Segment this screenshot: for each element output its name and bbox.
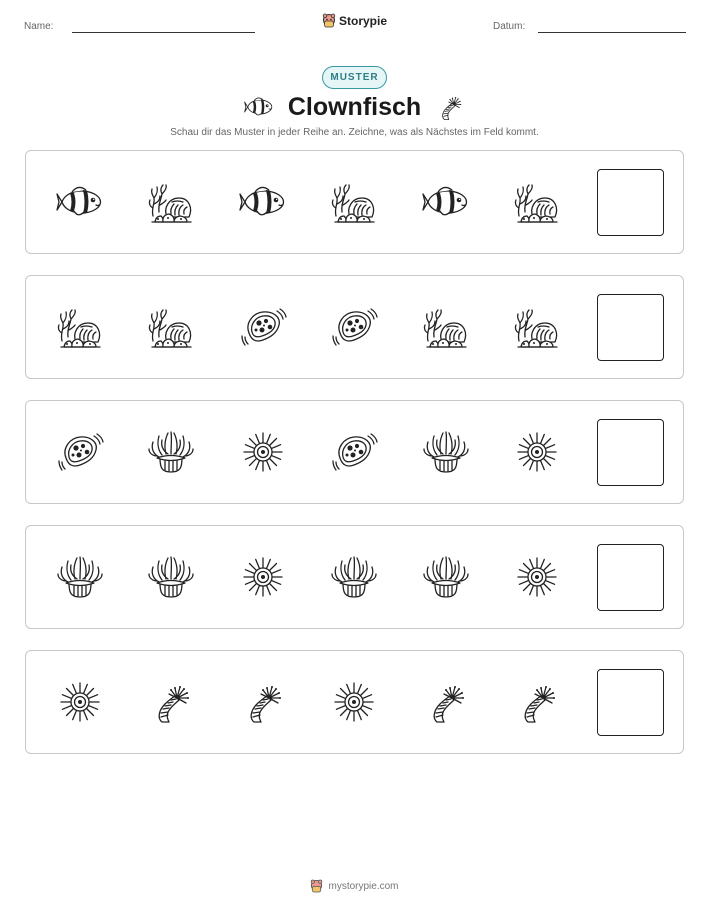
pattern-cell: [422, 303, 470, 351]
coral-icon: [56, 303, 104, 351]
coral-icon: [147, 178, 195, 226]
storypie-mascot-icon: [322, 13, 336, 28]
pattern-cell: [147, 303, 195, 351]
pattern-row: [25, 525, 684, 629]
pattern-row: [25, 650, 684, 754]
coral-icon: [422, 303, 470, 351]
sea-urchin-icon: [239, 428, 287, 476]
pattern-cell: [239, 178, 287, 226]
coral-icon: [147, 303, 195, 351]
page-title: Clownfisch: [287, 92, 422, 121]
pattern-cell: [147, 428, 195, 476]
pattern-row: [25, 275, 684, 379]
sponge-icon: [239, 303, 287, 351]
footer-url: mystorypie.com: [328, 880, 399, 892]
footer: [0, 879, 709, 893]
clownfish-icon: [239, 178, 287, 226]
pattern-cell: [330, 678, 378, 726]
pattern-cell: [513, 553, 561, 601]
pattern-cell: [330, 303, 378, 351]
anemone-icon: [422, 553, 470, 601]
tube-worm-icon: [147, 678, 195, 726]
instruction-text: Schau dir das Muster in jeder Reihe an. Zeichne, was als Nächstes im Feld kommt.: [170, 127, 539, 138]
tube-worm-icon: [513, 678, 561, 726]
pattern-cell: [147, 678, 195, 726]
date-label: Datum:: [493, 21, 526, 32]
pattern-cell: [56, 553, 104, 601]
sea-urchin-icon: [513, 428, 561, 476]
date-writing-line[interactable]: [538, 32, 686, 33]
storypie-mascot-icon: [310, 879, 323, 893]
pattern-cell: [56, 678, 104, 726]
anemone-icon: [330, 553, 378, 601]
pattern-cell: [422, 553, 470, 601]
sponge-icon: [330, 428, 378, 476]
sea-urchin-icon: [56, 678, 104, 726]
pattern-cell: [239, 678, 287, 726]
pattern-cell: [330, 553, 378, 601]
title-row: [0, 90, 709, 124]
answer-box[interactable]: [597, 544, 664, 611]
answer-box[interactable]: [597, 294, 664, 361]
sea-urchin-icon: [239, 553, 287, 601]
anemone-icon: [56, 553, 104, 601]
tube-worm-icon: [431, 92, 469, 122]
sponge-icon: [56, 428, 104, 476]
answer-box[interactable]: [597, 419, 664, 486]
brand-name: Storypie: [339, 13, 388, 28]
pattern-cell: [56, 303, 104, 351]
pattern-cell: [56, 428, 104, 476]
pattern-row: [25, 150, 684, 254]
clownfish-icon: [240, 92, 278, 122]
title-icon-left: [240, 92, 278, 122]
pattern-cell: [422, 178, 470, 226]
answer-box[interactable]: [597, 169, 664, 236]
pattern-cell: [513, 428, 561, 476]
pattern-cell: [422, 678, 470, 726]
pattern-cell: [513, 678, 561, 726]
category-badge: MUSTER: [322, 66, 387, 89]
anemone-icon: [422, 428, 470, 476]
pattern-cell: [239, 553, 287, 601]
coral-icon: [330, 178, 378, 226]
clownfish-icon: [56, 178, 104, 226]
sponge-icon: [330, 303, 378, 351]
name-writing-line[interactable]: [72, 32, 255, 33]
pattern-cell: [56, 178, 104, 226]
name-label: Name:: [24, 21, 54, 32]
pattern-cell: [330, 178, 378, 226]
pattern-cell: [239, 428, 287, 476]
tube-worm-icon: [422, 678, 470, 726]
tube-worm-icon: [239, 678, 287, 726]
pattern-cell: [330, 428, 378, 476]
pattern-cell: [239, 303, 287, 351]
pattern-cell: [147, 178, 195, 226]
clownfish-icon: [422, 178, 470, 226]
pattern-cell: [422, 428, 470, 476]
title-icon-right: [431, 92, 469, 122]
pattern-cell: [147, 553, 195, 601]
brand-logo: [322, 13, 387, 28]
anemone-icon: [147, 553, 195, 601]
pattern-row: [25, 400, 684, 504]
coral-icon: [513, 178, 561, 226]
pattern-cell: [513, 303, 561, 351]
sea-urchin-icon: [513, 553, 561, 601]
sea-urchin-icon: [330, 678, 378, 726]
coral-icon: [513, 303, 561, 351]
pattern-cell: [513, 178, 561, 226]
anemone-icon: [147, 428, 195, 476]
answer-box[interactable]: [597, 669, 664, 736]
